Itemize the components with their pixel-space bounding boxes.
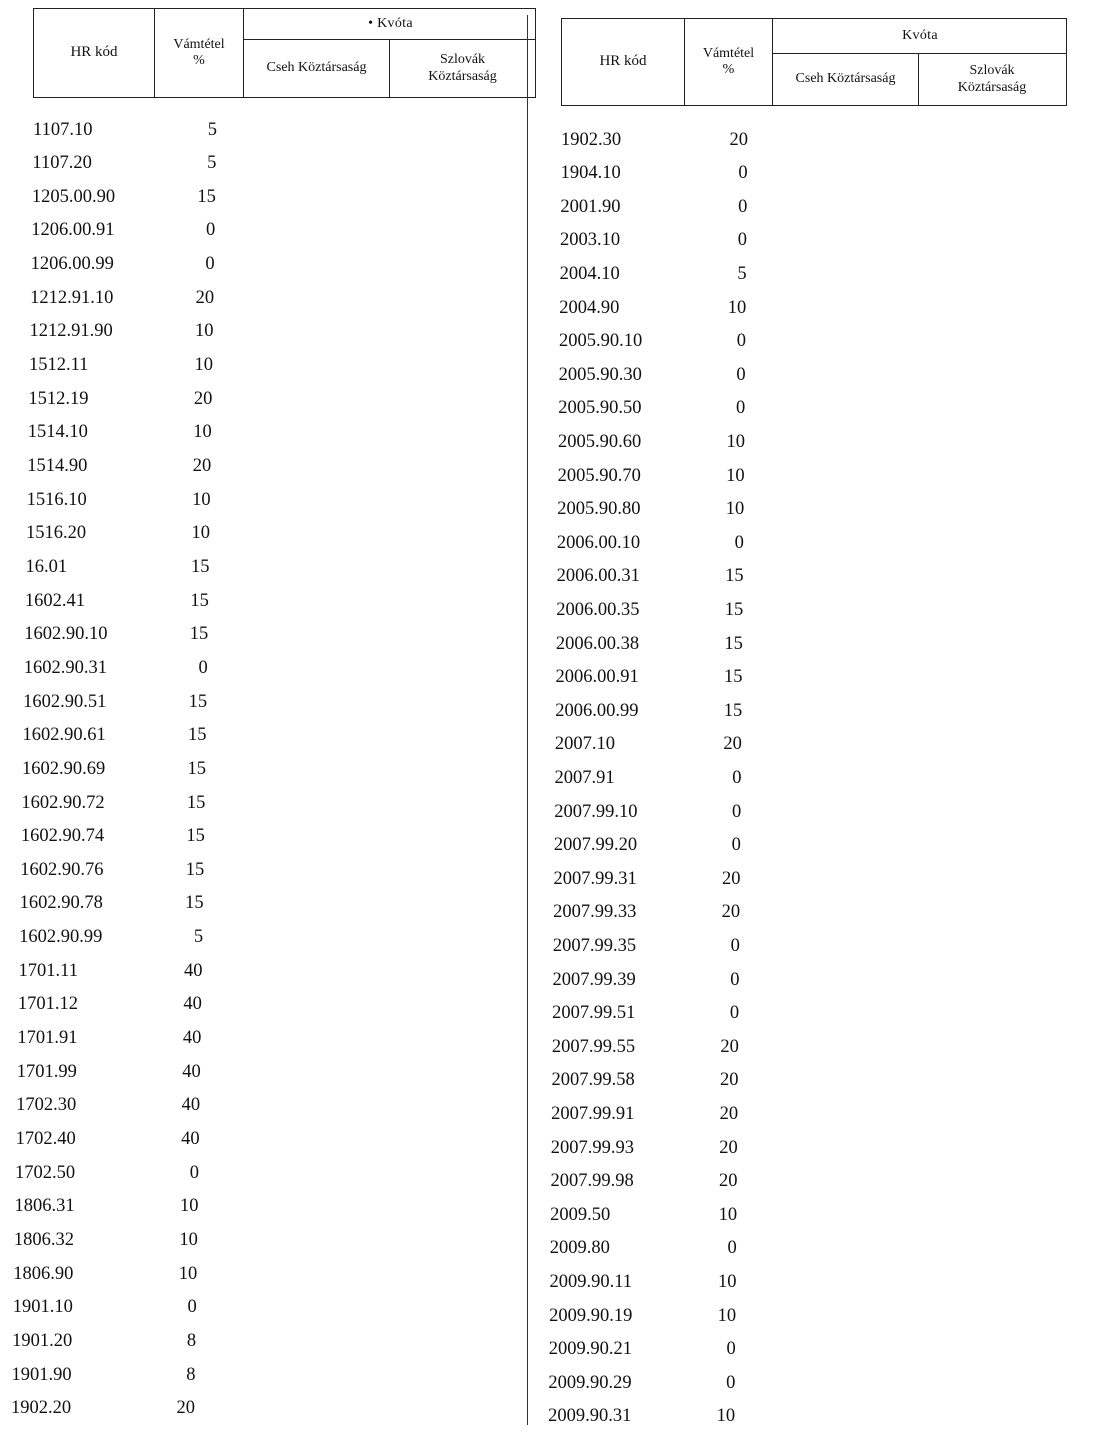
hr-code-cell: 2009.90.21 (548, 1339, 632, 1360)
table-row (0, 654, 520, 682)
table-row (530, 1235, 1090, 1263)
rate-cell: 40 (181, 1129, 200, 1149)
rate-cell: 15 (187, 758, 206, 779)
hr-code-cell: 1701.99 (16, 1061, 77, 1082)
rate-cell: 10 (726, 465, 745, 486)
rate-cell: 15 (724, 667, 743, 688)
hr-code-cell: 1512.19 (28, 388, 89, 409)
hr-code-cell: 1901.90 (11, 1364, 72, 1385)
rate-cell: 0 (727, 1238, 737, 1259)
hr-code-cell: 1701.91 (17, 1028, 78, 1049)
table-row (0, 1092, 520, 1120)
hr-code-cell: 2005.90.70 (557, 465, 641, 486)
hr-code-cell: 2005.90.10 (558, 331, 643, 352)
rate-cell: 15 (188, 691, 208, 712)
table-row (0, 823, 520, 851)
table-row (530, 932, 1090, 960)
table-row (530, 865, 1090, 893)
rate-cell: 10 (194, 355, 213, 376)
rate-cell: 0 (732, 767, 742, 788)
rate-cell: 10 (725, 499, 745, 520)
rate-cell: 20 (719, 1070, 739, 1091)
hr-code-cell: 1205.00.90 (31, 186, 116, 207)
rate-cell: 15 (723, 700, 743, 721)
szlovak-line1: Szlovák (439, 52, 486, 68)
table-row (530, 1033, 1090, 1061)
table-row (0, 1226, 520, 1254)
rate-cell: 10 (178, 1263, 198, 1284)
table-row (530, 596, 1090, 624)
rate-cell: 15 (189, 624, 209, 645)
hr-code-cell: 2009.80 (549, 1238, 610, 1259)
hr-code-cell: 1901.20 (12, 1330, 73, 1351)
rate-cell: 0 (730, 969, 740, 990)
table-row (530, 832, 1090, 860)
hr-code-cell: 1902.30 (561, 129, 622, 150)
hr-code-cell: 1901.10 (12, 1297, 73, 1318)
table-row (0, 116, 520, 144)
rate-cell: 0 (198, 657, 208, 678)
rate-cell: 5 (737, 263, 747, 284)
table-row (0, 217, 520, 245)
rate-cell: 0 (189, 1162, 200, 1183)
szlovak-header (390, 40, 535, 97)
hr-code-cell: 2006.00.10 (556, 532, 641, 553)
hr-code-cell: 2004.10 (559, 263, 620, 284)
table-row (530, 496, 1090, 524)
table-row (0, 183, 520, 211)
rate-cell: 20 (719, 1103, 739, 1124)
table-row (0, 150, 520, 178)
rate-cell: 15 (186, 792, 206, 813)
rate-cell: 0 (731, 835, 741, 856)
table-row (0, 722, 520, 750)
percent-label: % (722, 62, 735, 77)
rate-cell: 0 (205, 254, 215, 275)
hr-code-cell: 1516.20 (26, 523, 87, 544)
hr-code-cell: 2005.90.50 (558, 398, 642, 419)
rate-cell: 20 (195, 287, 215, 308)
table-row (0, 1058, 520, 1086)
hr-code-cell: 1602.90.51 (23, 691, 107, 712)
rate-cell: 0 (206, 220, 216, 241)
rate-cell: 20 (719, 1137, 738, 1158)
rate-cell: 20 (729, 129, 748, 150)
rate-cell: 20 (176, 1398, 195, 1419)
rate-cell: 40 (183, 994, 202, 1015)
hr-code-cell: 2007.99.91 (551, 1103, 635, 1124)
hr-code-cell: 2004.90 (559, 297, 620, 318)
table-row (530, 294, 1090, 322)
vamtetel-header (155, 9, 243, 97)
table-row (530, 1168, 1090, 1196)
table-row (0, 789, 520, 817)
hr-code-cell: 2007.99.55 (551, 1036, 636, 1057)
hr-kod-header: HR kód (70, 44, 118, 61)
rate-cell: 0 (736, 364, 746, 385)
rate-cell: 0 (731, 801, 742, 822)
rate-cell: 15 (190, 556, 210, 577)
table-row (0, 688, 520, 716)
rate-cell: 15 (188, 725, 207, 746)
table-row (530, 126, 1090, 154)
table-row (0, 957, 520, 985)
table-row (0, 1395, 520, 1423)
table-row (530, 764, 1090, 792)
rate-cell: 15 (725, 566, 744, 587)
table-row (0, 1294, 520, 1322)
hr-kod-header: HR kód (599, 53, 647, 70)
table-row (530, 1403, 1090, 1431)
table-row (530, 630, 1090, 658)
table-row (0, 318, 520, 346)
table-row (530, 227, 1090, 255)
hr-code-cell: 1602.90.76 (20, 859, 104, 880)
rate-cell: 15 (724, 633, 743, 654)
table-row (0, 890, 520, 918)
hr-code-cell: 2009.90.29 (548, 1372, 632, 1393)
hr-code-cell: 1206.00.99 (30, 254, 114, 275)
hr-code-cell: 1602.90.10 (24, 624, 108, 645)
rate-cell: 0 (726, 1339, 736, 1360)
table-row (0, 553, 520, 581)
table-row (0, 486, 520, 514)
table-row (0, 621, 520, 649)
rate-cell: 10 (716, 1406, 736, 1427)
table-row (0, 1193, 520, 1221)
table-row (530, 529, 1090, 557)
table-row (530, 462, 1090, 490)
szlovak-header (919, 54, 1065, 105)
table-row (0, 352, 520, 380)
hr-code-cell: 2006.00.38 (555, 633, 640, 654)
hr-code-cell: 2006.00.91 (555, 667, 639, 688)
table-row (530, 731, 1090, 759)
table-row (530, 697, 1090, 725)
hr-code-cell: 2001.90 (560, 196, 621, 217)
hr-code-cell: 2007.10 (554, 734, 615, 755)
rate-cell: 10 (192, 489, 211, 510)
rate-cell: 15 (186, 826, 205, 847)
szlovak-line2: Köztársaság (428, 68, 497, 84)
rate-cell: 20 (722, 868, 741, 889)
table-row (530, 1201, 1090, 1229)
hr-code-cell: 1602.90.69 (21, 758, 106, 779)
hr-code-cell: 1107.20 (32, 153, 92, 174)
hr-code-cell: 1806.31 (14, 1196, 75, 1217)
hr-code-cell: 2007.99.51 (552, 1003, 636, 1024)
table-row (530, 1336, 1090, 1364)
hr-code-cell: 2007.91 (554, 767, 615, 788)
rate-cell: 15 (185, 893, 204, 914)
hr-code-cell: 2007.99.39 (552, 969, 636, 990)
table-row (0, 924, 520, 952)
rate-cell: 20 (192, 456, 212, 476)
hr-code-cell: 2007.99.58 (551, 1070, 635, 1091)
hr-code-cell: 1701.12 (17, 994, 79, 1015)
rate-cell: 5 (207, 153, 217, 174)
hr-code-cell: 1516.10 (26, 489, 87, 510)
table-row (0, 453, 520, 481)
table-row (530, 1369, 1090, 1397)
table-row (530, 966, 1090, 994)
column-divider (527, 15, 528, 1425)
left-table-header (33, 8, 536, 98)
kvota-header: Kvóta (902, 27, 938, 43)
table-row (530, 1067, 1090, 1095)
rate-cell: 0 (737, 230, 747, 251)
hr-code-cell: 2007.99.35 (552, 935, 637, 956)
rate-cell: 10 (718, 1204, 738, 1225)
table-row (530, 563, 1090, 591)
hr-code-cell: 1602.90.78 (19, 893, 103, 914)
rate-cell: 0 (736, 331, 746, 352)
table-row (0, 856, 520, 884)
hr-code-cell: 1602.41 (24, 590, 85, 611)
hr-code-cell: 2005.90.30 (558, 364, 642, 385)
rate-cell: 40 (184, 960, 203, 981)
rate-cell: 0 (738, 196, 748, 217)
table-row (530, 328, 1090, 356)
hr-code-cell: 1806.90 (13, 1263, 74, 1284)
cseh-header: Cseh Köztársaság (266, 60, 367, 76)
rate-cell: 10 (191, 523, 211, 544)
hr-code-cell: 1212.91.90 (29, 321, 113, 342)
table-row (0, 1361, 520, 1389)
hr-code-cell: 1514.90 (27, 456, 88, 476)
right-table-header (561, 18, 1067, 106)
vamtetel-label: Vámtétel (173, 36, 225, 52)
hr-code-cell: 1806.32 (13, 1229, 74, 1250)
hr-code-cell: 2005.90.60 (557, 431, 642, 452)
hr-code-cell: 2009.50 (550, 1204, 611, 1225)
table-row (530, 1268, 1090, 1296)
hr-code-cell: 1602.90.72 (21, 792, 105, 813)
table-row (0, 1126, 520, 1154)
hr-code-cell: 1514.10 (27, 422, 88, 443)
rate-cell: 20 (723, 734, 742, 755)
hr-code-cell: 16.01 (25, 556, 68, 577)
rate-cell: 10 (179, 1196, 199, 1217)
rate-cell: 10 (193, 422, 212, 443)
rate-cell: 15 (190, 590, 209, 611)
rate-cell: 10 (717, 1271, 737, 1292)
table-row (530, 361, 1090, 389)
table-row (530, 1100, 1090, 1128)
rate-cell: 15 (185, 859, 205, 880)
hr-code-cell: 2007.99.33 (553, 902, 637, 923)
table-row (0, 991, 520, 1019)
szlovak-line1: Szlovák (969, 63, 1015, 79)
rate-cell: 10 (726, 431, 745, 452)
rate-cell: 40 (181, 1095, 201, 1116)
vamtetel-label: Vámtétel (702, 45, 755, 61)
hr-code-cell: 2009.90.19 (549, 1305, 633, 1326)
hr-code-cell: 1206.00.91 (31, 220, 115, 241)
table-row (0, 1327, 520, 1355)
hr-code-cell: 2006.00.31 (556, 566, 640, 587)
rate-cell: 10 (179, 1229, 198, 1250)
hr-code-cell: 1602.90.99 (19, 927, 103, 948)
hr-code-cell: 2003.10 (559, 230, 621, 251)
rate-cell: 10 (717, 1305, 737, 1326)
percent-label: % (193, 53, 205, 68)
table-row (530, 1302, 1090, 1330)
hr-code-cell: 1602.90.31 (23, 657, 107, 678)
table-row (530, 428, 1090, 456)
rate-cell: 0 (187, 1297, 197, 1318)
table-row (530, 899, 1090, 927)
table-row (0, 385, 520, 413)
hr-code-cell: 1702.40 (15, 1129, 76, 1149)
hr-code-cell: 2007.99.20 (553, 835, 638, 856)
table-row (530, 664, 1090, 692)
hr-code-cell: 2006.00.99 (555, 700, 639, 721)
hr-code-cell: 1212.91.10 (30, 287, 114, 308)
hr-code-cell: 1702.50 (15, 1162, 76, 1183)
rate-cell: 20 (193, 388, 213, 409)
hr-code-cell: 1702.30 (16, 1095, 77, 1116)
vamtetel-header (685, 19, 772, 105)
table-row (0, 587, 520, 615)
rate-cell: 15 (197, 186, 216, 207)
table-row (0, 1159, 520, 1187)
rate-cell: 20 (718, 1171, 738, 1192)
table-row (530, 193, 1090, 221)
table-row (530, 1134, 1090, 1162)
rate-cell: 0 (734, 532, 744, 553)
kvota-header: • Kvóta (368, 15, 413, 31)
table-row (0, 520, 520, 548)
table-row (530, 160, 1090, 188)
table-row (530, 260, 1090, 288)
table-row (0, 251, 520, 279)
rate-cell: 8 (186, 1364, 196, 1385)
rate-cell: 5 (207, 119, 217, 140)
hr-code-cell: 1701.11 (18, 960, 78, 981)
rate-cell: 10 (727, 297, 747, 318)
rate-cell: 0 (730, 935, 740, 956)
hr-code-cell: 1602.90.61 (22, 725, 106, 746)
rate-cell: 40 (182, 1061, 201, 1082)
rate-cell: 20 (720, 1036, 739, 1057)
rate-cell: 8 (186, 1330, 197, 1351)
hr-code-cell: 1902.20 (10, 1398, 72, 1419)
table-row (530, 395, 1090, 423)
hr-code-cell: 2009.90.31 (548, 1406, 632, 1427)
table-row (0, 1025, 520, 1053)
hr-code-cell: 2005.90.80 (557, 499, 641, 520)
hr-code-cell: 2007.99.31 (553, 868, 637, 889)
rate-cell: 40 (182, 1028, 202, 1049)
rate-cell: 0 (736, 398, 746, 419)
table-row (0, 419, 520, 447)
szlovak-line2: Köztársaság (957, 79, 1027, 95)
cseh-header: Cseh Köztársaság (795, 71, 896, 87)
table-row (0, 1260, 520, 1288)
rate-cell: 15 (724, 599, 744, 620)
rate-cell: 0 (738, 163, 748, 184)
table-row (530, 798, 1090, 826)
rate-cell: 0 (729, 1003, 740, 1024)
hr-code-cell: 1904.10 (560, 163, 621, 184)
hr-code-cell: 2006.00.35 (556, 599, 640, 620)
rate-cell: 0 (726, 1372, 736, 1393)
hr-code-cell: 2007.99.98 (550, 1171, 634, 1192)
rate-cell: 10 (195, 321, 214, 342)
rate-cell: 20 (721, 902, 741, 923)
table-row (0, 284, 520, 312)
rate-cell: 5 (193, 927, 204, 948)
hr-code-cell: 2009.90.11 (549, 1271, 633, 1292)
hr-code-cell: 1107.10 (33, 119, 93, 140)
hr-code-cell: 1512.11 (28, 355, 89, 376)
hr-code-cell: 2007.99.10 (554, 801, 638, 822)
table-row (530, 1000, 1090, 1028)
hr-code-cell: 1602.90.74 (20, 826, 105, 847)
table-row (0, 755, 520, 783)
hr-code-cell: 2007.99.93 (550, 1137, 635, 1158)
